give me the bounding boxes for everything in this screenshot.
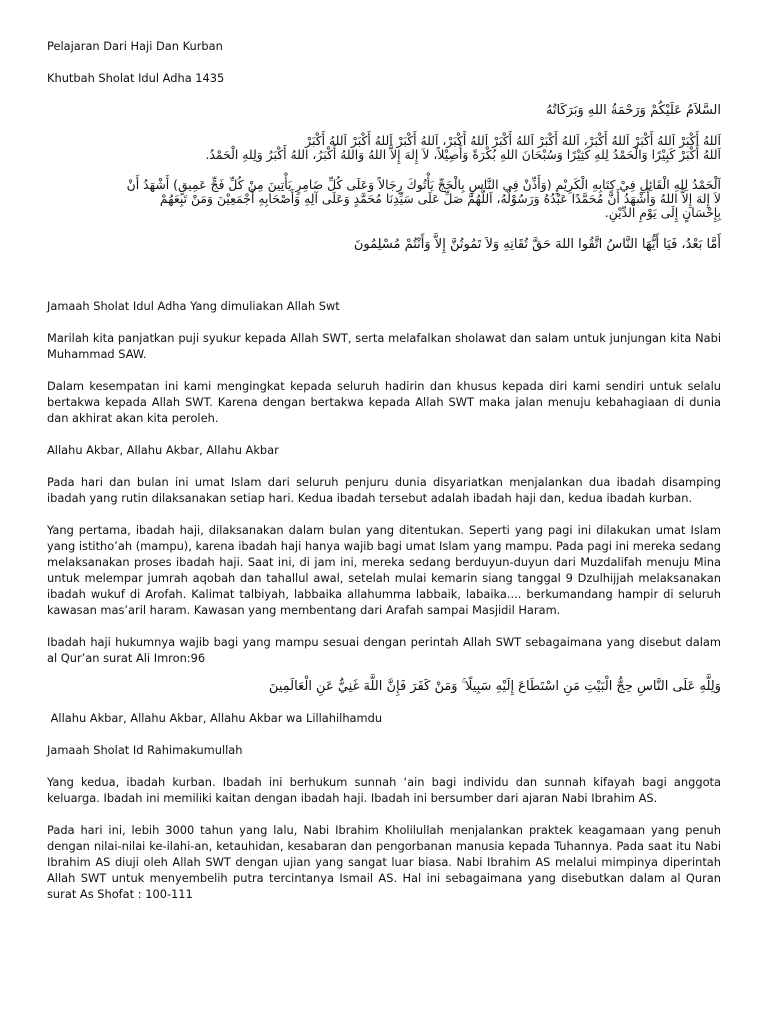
paragraph: Pada hari dan bulan ini umat Islam dari seluruh penjuru dunia disyariatkan menjalankan dua ibadah disamping ibadah yang rutin dilaksanakan setiap hari. Kedua ibadah tersebut adalah ibadah haji dan, kedua ibadah kurban. [47, 475, 721, 505]
paragraph: Allahu Akbar, Allahu Akbar, Allahu Akbar [47, 443, 279, 457]
paragraph: Dalam kesempatan ini kami mengingkat kepada seluruh hadirin dan khusus kepada diri kami sendiri untuk selalu bertakwa kepada Allah SWT. Karena dengan bertakwa kepada Allah SWT maka jalan menuju kebahagiaan di dunia dan akhirat akan kita peroleh. [47, 379, 721, 425]
arabic-hamdalah-line: اَلْحَمْدُ لِلهِ الْقَائِلِ فِيْ كِتَابِهِ الْكَرِيْمِ (وَأَذِّنْ فِي النَّاسِ بِالْحَجِّ يَأْتُوكَ رِجَالاً وَعَلَى كُلِّ ضَامِرٍ يَأْتِينَ مِنْ كُلِّ فَجٍّ عَمِيقٍ) أَشْهَدُ أَنْ [126, 177, 721, 192]
document-page [47, 38, 721, 902]
paragraph: Jamaah Sholat Id Rahimakumullah [47, 743, 243, 757]
arabic-hamdalah-line: لاَ إِلهَ إِلاَّ اللهُ وَأَشْهَدُ أَنَّ مُحَمَّدًا عَبْدُهُ وَرَسُوْلُهُ، اَللَّهُمَّ صَلِّ عَلَى سَيِّدِنَا مُحَمَّدٍ وَعَلَى آلِهِ وَأَصْحَابِهِ أَجْمَعِيْنَ وَمَنْ تَبِعَهُمْ [159, 191, 721, 206]
paragraph: Yang pertama, ibadah haji, dilaksanakan dalam bulan yang ditentukan. Seperti yang pagi ini dilakukan umat Islam yang istitho’ah (mampu), karena ibadah haji hanya wajib bagi umat Islam yang mampu. Pada pagi ini mereka sedang melaksanakan proses ibadah haji. Saat ini, di jam ini, mereka sedang berduyun-duyun dari Muzdalifah menuju Mina untuk melempar jumrah aqobah dan tahallul awal, setelah mulai kemarin siang tanggal 9 Dzulhijjah melaksanakan ibadah wukuf di Arofah. Kalimat talbiyah, labbaika allahumma labbaik, labaika.... berkumandang hampir di seluruh kawasan mas’aril haram. Kawasan yang membentang dari Arafah sampai Masjidil Haram. [47, 523, 721, 617]
quran-verse: وَلِلَّهِ عَلَى النَّاسِ حِجُّ الْبَيْتِ مَنِ اسْتَطَاعَ إِلَيْهِ سَبِيلًا ۚ وَمَنْ كَفَرَ فَإِنَّ اللَّهَ غَنِيٌّ عَنِ الْعَالَمِينَ [268, 679, 721, 694]
paragraph: Jamaah Sholat Idul Adha Yang dimuliakan Allah Swt [47, 299, 340, 313]
paragraph: Pada hari ini, lebih 3000 tahun yang lalu, Nabi Ibrahim Kholilullah menjalankan praktek keagamaan yang penuh dengan nilai-nilai ke-ilahi-an, ketauhidan, kesabaran dan pengorbanan manusia kepada Tuhannya. Pada saat itu Nabi Ibrahim AS diuji oleh Allah SWT dengan ujian yang sangat luar biasa. Nabi Ibrahim AS melalui mimpinya diperintah Allah SWT untuk menyembelih putra tercintanya Ismail AS. Hal ini sebagaimana yang disebutkan dalam al Quran surat As Shofat : 100-111 [47, 823, 721, 901]
arabic-takbir-line: اَللهُ أَكْبَرْ كَبِيْرًا وَالْحَمْدُ لِلهِ كَثِيْرًا وَسُبْحَانَ اللهِ بُكْرَةً وَأَصِيْلاً، لاَ إِلهَ إِلاَّ اللهُ وَاللهُ أَكْبَرُ، اللهُ أَكْبَرُ وَلِلهِ الْحَمْدُ. [205, 147, 721, 162]
paragraph: Ibadah haji hukumnya wajib bagi yang mampu sesuai dengan perintah Allah SWT sebagaimana yang disebut dalam al Qur’an surat Ali Imron:96 [47, 635, 721, 665]
paragraph: Allahu Akbar, Allahu Akbar, Allahu Akbar wa Lillahilhamdu [47, 711, 383, 725]
arabic-amma-badu: أَمَّا بَعْدُ، فَيَا أَيُّهَا النَّاسُ اتَّقُوا اللهَ حَقَّ تُقَاتِهِ وَلاَ تَمُوتُنَّ إِلاَّ وَأَنْتُمْ مُسْلِمُونَ [353, 237, 721, 252]
paragraph: Yang kedua, ibadah kurban. Ibadah ini berhukum sunnah ‘ain bagi individu dan sunnah kifayah bagi anggota keluarga. Ibadah ini memiliki kaitan dengan ibadah haji. Ibadah ini bersumber dari ajaran Nabi Ibrahim AS. [47, 775, 721, 805]
arabic-takbir-line: اَللهُ أَكْبَرْ اَللهُ أَكْبَرْ اَللهُ أَكْبَرْ، اَللهُ أَكْبَرْ اَللهُ أَكْبَرْ اَللهُ أَكْبَرْ، اَللهُ أَكْبَرْ اَللهُ أَكْبَرْ اَللهُ أَكْبَرْ [305, 133, 721, 148]
arabic-hamdalah-block [47, 178, 721, 220]
arabic-salam: السَّلاَمُ عَلَيْكُمْ وَرَحْمَةُ اللهِ وَبَرَكَاتُهُ [545, 103, 721, 118]
arabic-hamdalah-line: بِإِحْسَانٍ إِلَى يَوْمِ الدِّيْنِ. [604, 205, 721, 220]
document-subtitle: Khutbah Sholat Idul Adha 1435 [47, 71, 225, 85]
document-title: Pelajaran Dari Haji Dan Kurban [47, 39, 223, 53]
arabic-takbir-block [47, 134, 721, 162]
paragraph: Marilah kita panjatkan puji syukur kepada Allah SWT, serta melafalkan sholawat dan salam untuk junjungan kita Nabi Muhammad SAW. [47, 331, 721, 361]
